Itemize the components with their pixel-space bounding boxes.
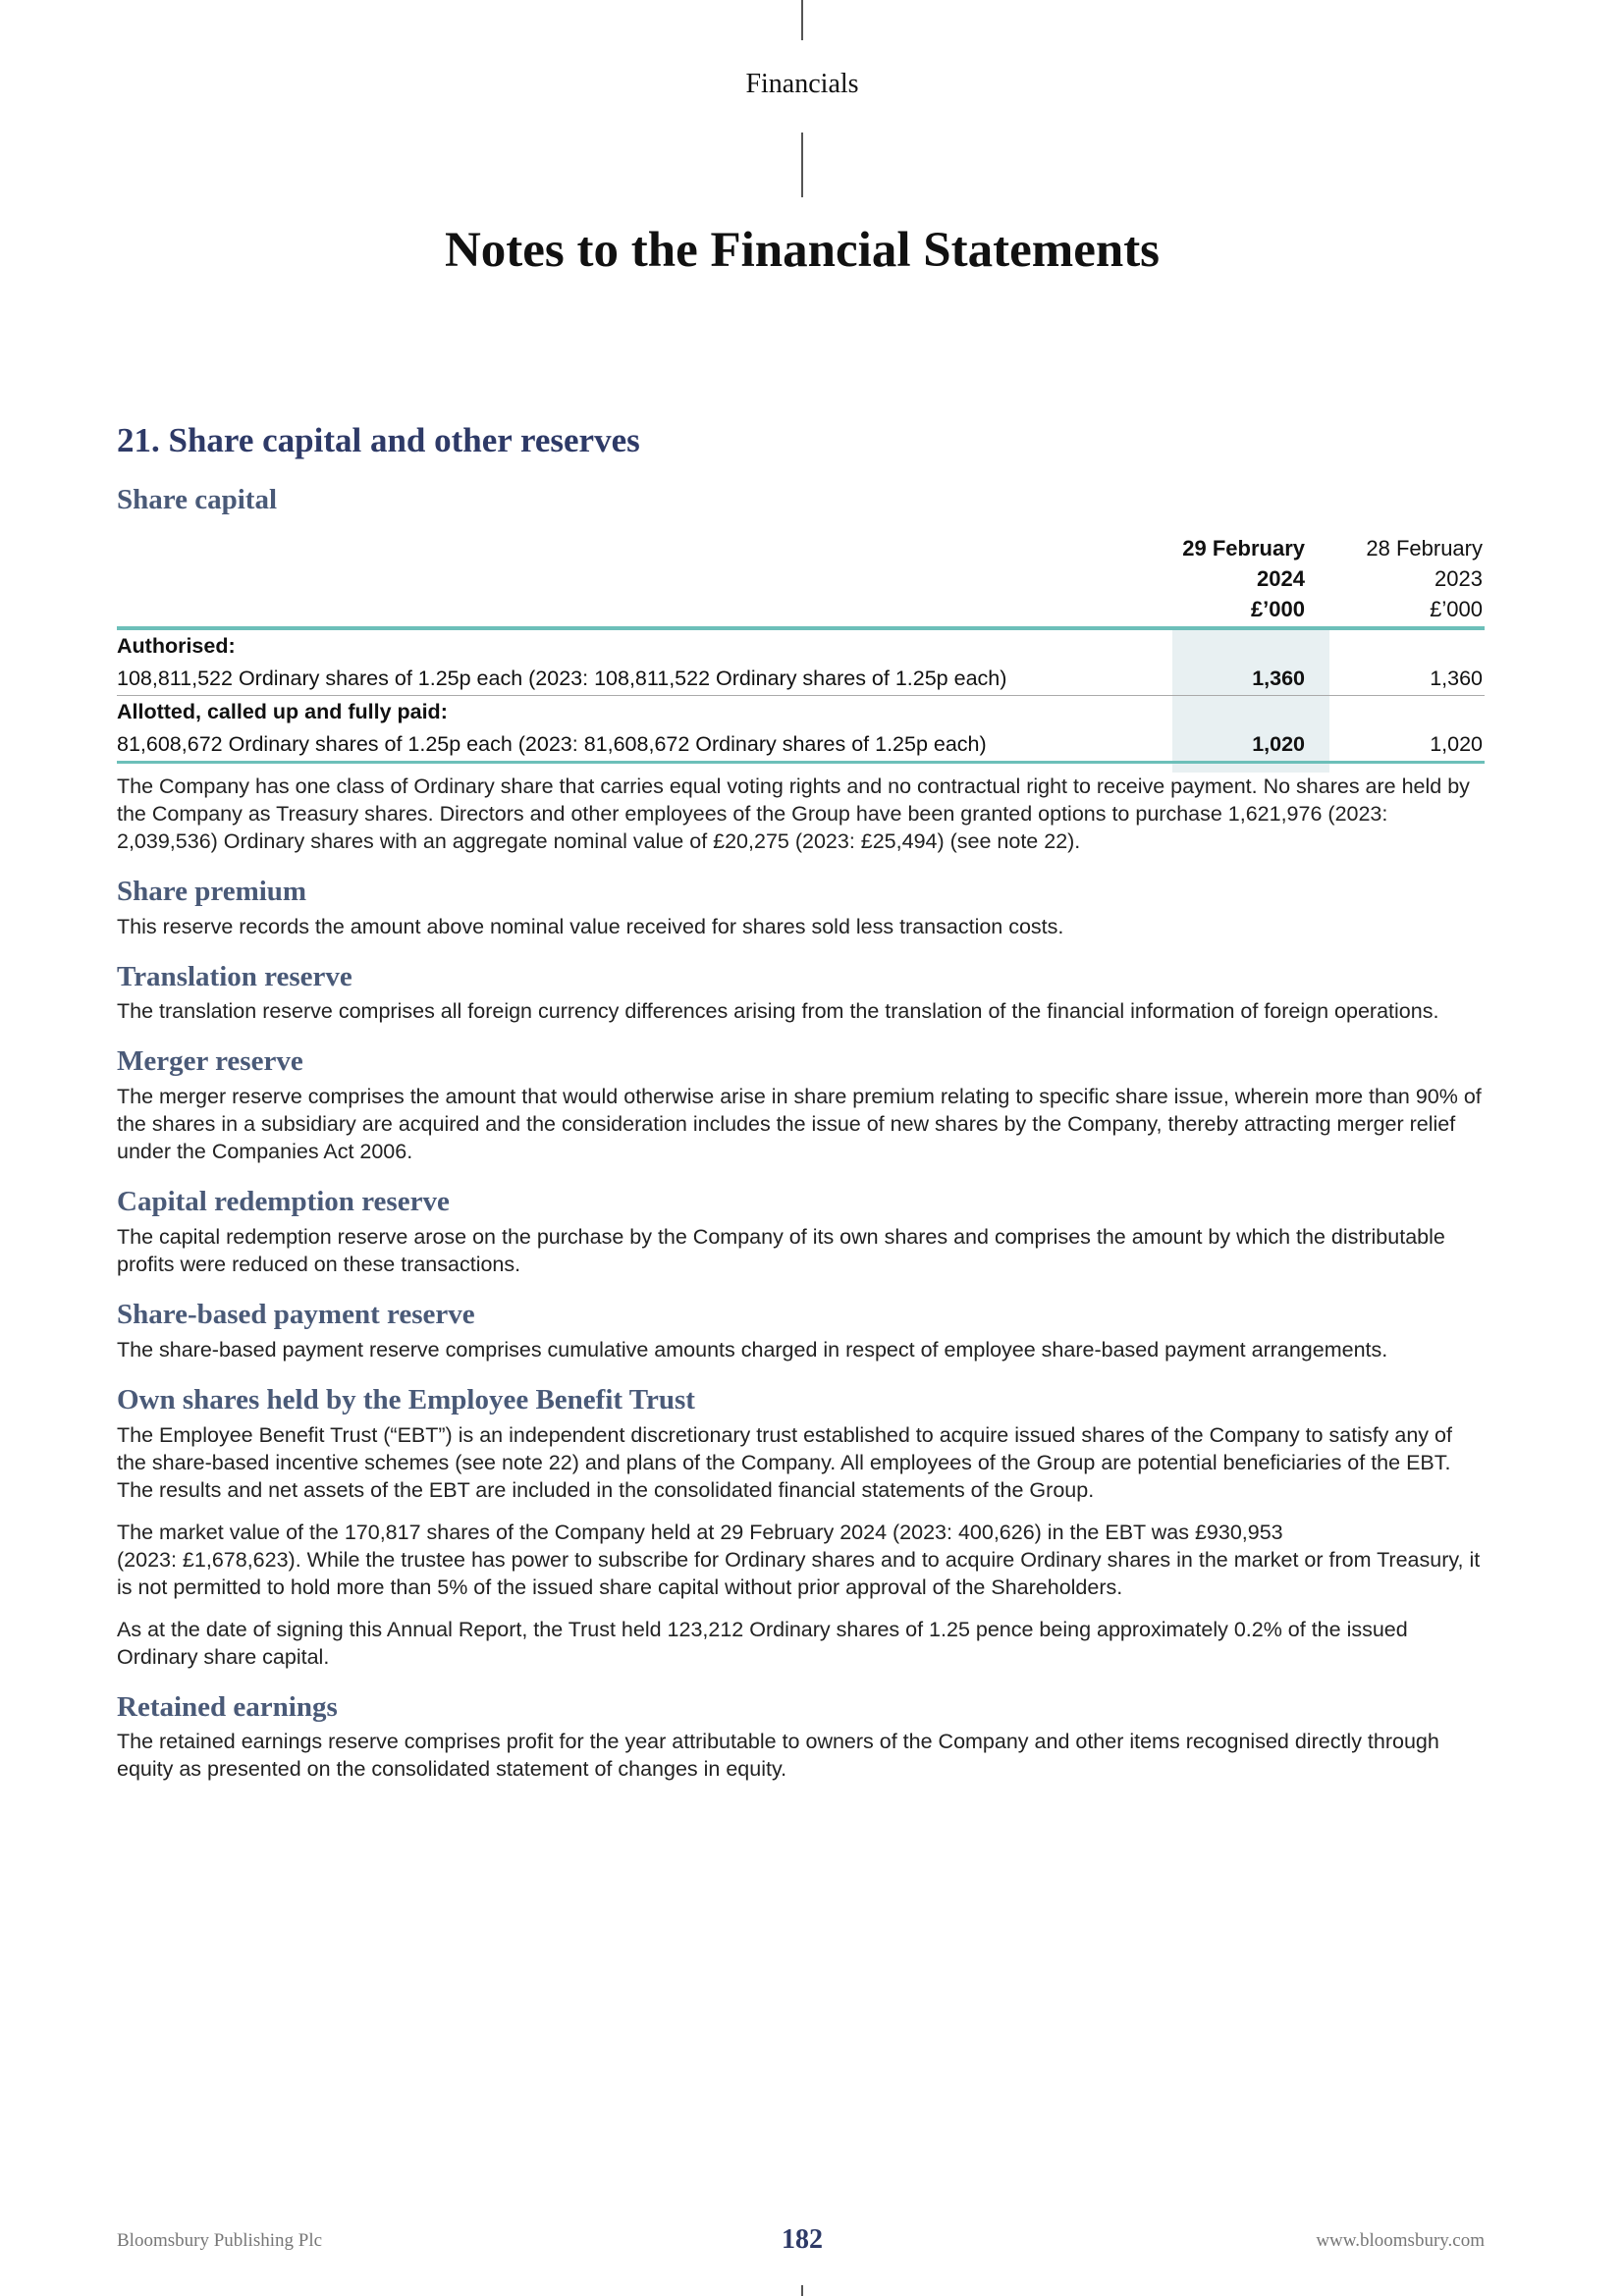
column-header-2023-line1: 28 February xyxy=(1366,535,1483,561)
column-header-2023-line2: 2023 xyxy=(1435,565,1483,591)
row-label: Authorised: xyxy=(117,633,236,658)
merger-reserve-heading: Merger reserve xyxy=(117,1045,303,1078)
capital-redemption-text: The capital redemption reserve arose on the purchase by the Company of its own shares and comprises the amount by which the distributable profits were reduced on these transactions. xyxy=(117,1224,1445,1276)
footer-website: www.bloomsbury.com xyxy=(1316,2230,1485,2251)
share-premium-text: This reserve records the amount above nominal value received for shares sold less transaction costs. xyxy=(117,914,1064,938)
retained-earnings-heading: Retained earnings xyxy=(117,1690,338,1723)
column-header-2024-line3: £’000 xyxy=(1250,596,1305,621)
share-based-payment-text: The share-based payment reserve comprises cumulative amounts charged in respect of employee share-based payment arrangements. xyxy=(117,1337,1388,1362)
table-bottom-rule xyxy=(117,761,1485,764)
table-row xyxy=(117,728,1485,761)
value-2024: 1,360 xyxy=(1252,666,1305,690)
ebt-text-2a: The market value of the 170,817 shares of the Company held at 29 February 2024 (2023: 400,626) in the EBT was £930,953 xyxy=(117,1520,1283,1544)
table-row xyxy=(117,630,1485,663)
ebt-heading: Own shares held by the Employee Benefit Trust xyxy=(117,1383,695,1415)
share-premium-heading: Share premium xyxy=(117,875,307,907)
column-header-2024 xyxy=(1158,533,1305,624)
table-row xyxy=(117,663,1485,695)
row-label: 108,811,522 Ordinary shares of 1.25p each (2023: 108,811,522 Ordinary shares of 1.25p each) xyxy=(117,666,1007,690)
top-divider-line xyxy=(801,0,803,40)
value-2023: 1,020 xyxy=(1430,731,1483,756)
page-title: Notes to the Financial Statements xyxy=(444,223,1161,278)
table-header-row xyxy=(117,533,1485,626)
retained-earnings-text: The retained earnings reserve comprises profit for the year attributable to owners of the Company and other items recognised directly through equity as presented on the consolidated statement of changes in equity. xyxy=(117,1730,1439,1782)
translation-reserve-text: The translation reserve comprises all foreign currency differences arising from the translation of the financial information of foreign operations. xyxy=(117,999,1439,1024)
page-number: 182 xyxy=(782,2224,823,2255)
column-header-2023 xyxy=(1321,533,1483,624)
column-header-2023-line3: £’000 xyxy=(1430,596,1483,621)
ebt-text-2b: (2023: £1,678,623). While the trustee has power to subscribe for Ordinary shares and to acquire Ordinary shares in the market or from Treasury, it is not permitted to hold more than 5% of the issued share capital without prior approval of the Shareholders. xyxy=(117,1547,1481,1599)
title-divider-line xyxy=(801,133,803,197)
column-header-2024-line2: 2024 xyxy=(1257,565,1305,591)
share-capital-heading: Share capital xyxy=(117,484,277,515)
merger-reserve-text: The merger reserve comprises the amount that would otherwise arise in share premium relating to specific share issue, wherein more than 90% of the shares in a subsidiary are acquired and the consideration includes the issue of new shares by the Company, thereby attracting merger relief under the Companies Act 2006. xyxy=(117,1085,1482,1164)
row-label: 81,608,672 Ordinary shares of 1.25p each (2023: 81,608,672 Ordinary shares of 1.25p each) xyxy=(117,731,987,756)
ebt-text-2 xyxy=(117,1519,1485,1601)
section-label: Financials xyxy=(745,69,859,99)
value-2024: 1,020 xyxy=(1252,731,1305,756)
note-title: 21. Share capital and other reserves xyxy=(117,421,640,459)
value-2023: 1,360 xyxy=(1430,666,1483,690)
row-label: Allotted, called up and fully paid: xyxy=(117,699,448,723)
share-capital-table xyxy=(117,533,1485,764)
bottom-divider-line xyxy=(801,2285,803,2296)
footer-company: Bloomsbury Publishing Plc xyxy=(117,2230,323,2251)
ebt-text-1: The Employee Benefit Trust (“EBT”) is an independent discretionary trust established to acquire issued shares of the Company to satisfy any of the share-based incentive schemes (see note 22) and plans of the Company. All employees of the Group are potential beneficiaries of the EBT. The results and net assets of the EBT are included in the consolidated financial statements of the Group. xyxy=(117,1422,1452,1502)
share-based-payment-heading: Share-based payment reserve xyxy=(117,1298,475,1330)
ebt-text-3: As at the date of signing this Annual Report, the Trust held 123,212 Ordinary shares of 1.25 pence being approximately 0.2% of the issued Ordinary share capital. xyxy=(117,1617,1408,1669)
share-capital-text: The Company has one class of Ordinary share that carries equal voting rights and no contractual right to receive payment. No shares are held by the Company as Treasury shares. Directors and other employees of the Group have been granted options to purchase 1,621,976 (2023: 2,039,536) Ordinary shares with an aggregate nominal value of £20,275 (2023: £25,494) (see note 22). xyxy=(117,774,1470,853)
column-header-2024-line1: 29 February xyxy=(1182,535,1305,561)
note-content xyxy=(117,420,1485,1783)
table-row xyxy=(117,696,1485,728)
capital-redemption-heading: Capital redemption reserve xyxy=(117,1186,450,1218)
translation-reserve-heading: Translation reserve xyxy=(117,960,352,992)
